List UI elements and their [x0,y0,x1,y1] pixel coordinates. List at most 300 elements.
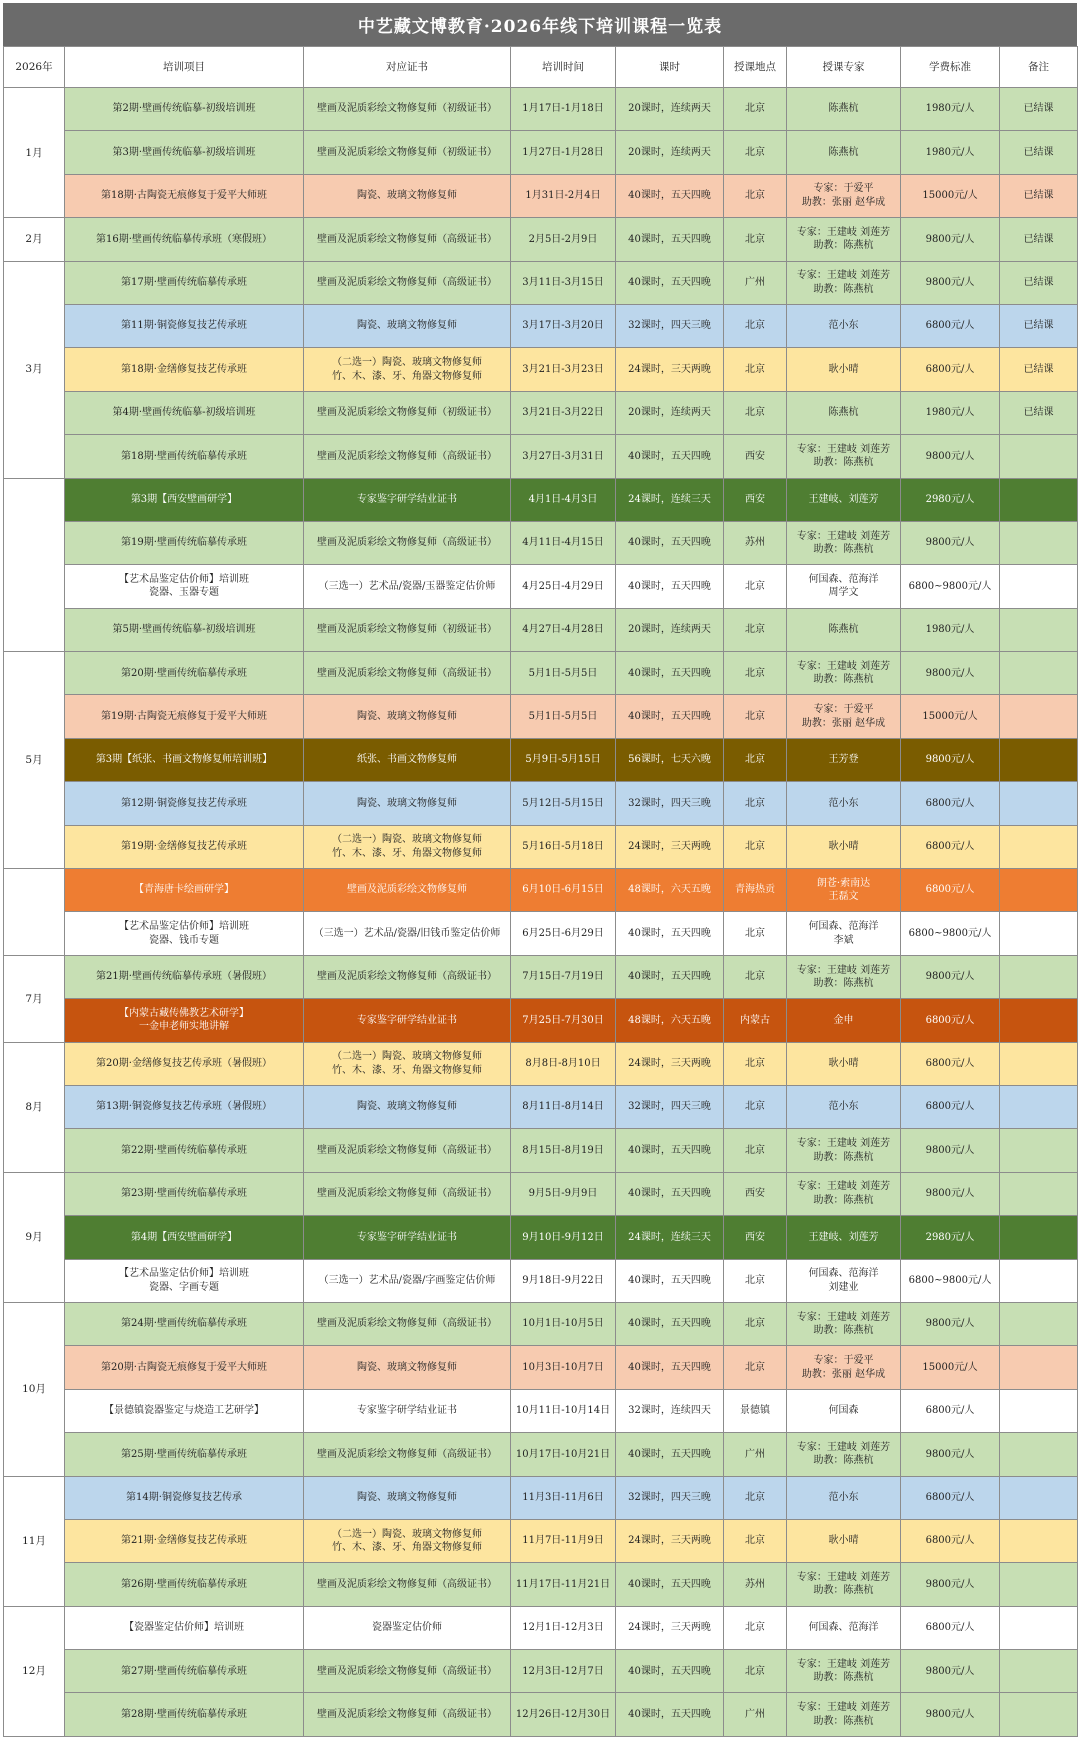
experts-cell [787,912,901,955]
dates-cell [511,1259,616,1302]
location-cell [724,1563,787,1606]
location-cell [724,565,787,608]
fee-cell [901,1346,1000,1389]
location-cell [724,304,787,347]
fee-cell [901,1389,1000,1432]
experts-cell-line: 范小东 [828,1101,859,1113]
program-cell [65,695,304,738]
dates-cell-line: 3月27日-3月31日 [522,450,604,462]
location-cell-line: 北京 [745,1622,765,1634]
hours-cell [616,608,724,651]
location-cell-line: 广州 [745,1448,765,1460]
dates-cell-line: 10月17日-10月21日 [515,1448,611,1460]
location-cell-line: 北京 [745,146,765,158]
month-cell: 6月 [4,869,65,956]
certificate-cell-line: （三选一）艺术品/瓷器/玉器鉴定估价师 [318,580,496,592]
program-cell-line: 第19期·金缮修复技艺传承班 [121,841,247,853]
hours-cell [616,391,724,434]
dates-cell-line: 3月21日-3月22日 [522,407,604,419]
experts-cell-line: 范小东 [828,320,859,332]
notes-cell [1000,1476,1078,1519]
experts-cell-line: 助教：陈燕杭 [813,1715,874,1727]
table-row [4,1172,1078,1215]
certificate-cell-line: 壁画及泥质彩绘文物修复师（高级证书） [317,233,497,245]
location-cell [724,869,787,912]
certificate-cell [304,652,511,695]
fee-cell-line: 6800元/人 [925,1405,975,1417]
fee-cell [901,1302,1000,1345]
dates-cell-line: 8月8日-8月10日 [525,1058,601,1070]
experts-cell [787,304,901,347]
certificate-cell [304,1216,511,1259]
dates-cell-line: 4月1日-4月3日 [528,493,598,505]
dates-cell-line: 12月1日-12月3日 [522,1622,604,1634]
location-cell [724,348,787,391]
program-cell-line: 【瓷器鉴定估价师】培训班 [124,1622,244,1634]
hours-cell-line: 40课时，五天四晚 [628,1188,711,1200]
program-cell-line: 第25期·壁画传统临摹传承班 [121,1448,247,1460]
program-cell [65,1606,304,1649]
table-row [4,1519,1078,1562]
experts-cell [787,391,901,434]
experts-cell-line: 陈燕杭 [828,146,859,158]
hours-cell [616,435,724,478]
fee-cell-line: 6800元/人 [925,1101,975,1113]
experts-cell-line: 助教：陈燕杭 [813,240,874,252]
table-row [4,348,1078,391]
dates-cell [511,955,616,998]
experts-cell [787,1519,901,1562]
program-cell-line: 第16期·壁画传统临摹传承班（寒假班） [96,233,272,245]
certificate-cell [304,1172,511,1215]
dates-cell [511,1519,616,1562]
notes-cell [1000,1085,1078,1128]
program-cell [65,348,304,391]
program-cell-line: 第20期·古陶瓷无痕修复于爱平大师班 [101,1361,267,1373]
notes-cell [1000,1346,1078,1389]
hours-cell-line: 32课时，四天三晚 [628,320,711,332]
certificate-cell-line: 陶瓷、玻璃文物修复师 [357,1361,457,1373]
notes-cell-line: 已结课 [1023,103,1054,115]
program-cell-line: 第3期【纸张、书画文物修复师培训班】 [95,754,273,766]
table-row [4,1302,1078,1345]
hours-cell [616,955,724,998]
fee-cell-line: 6800元/人 [925,1622,975,1634]
experts-cell-line: 何国森、范海洋 [808,921,879,933]
certificate-cell [304,88,511,131]
experts-cell [787,869,901,912]
dates-cell-line: 11月17日-11月21日 [515,1578,611,1590]
month-cell: 5月 [4,652,65,869]
month-cell: 4月 [4,478,65,652]
experts-cell-line: 朗苍·索南达 [816,877,871,889]
notes-cell-line: 已结课 [1023,407,1054,419]
certificate-cell-line: 壁画及泥质彩绘文物修复师（初级证书） [317,407,497,419]
fee-cell [901,1172,1000,1215]
location-cell [724,218,787,261]
hours-cell [616,738,724,781]
certificate-cell-line: （三选一）艺术品/瓷器/旧钱币鉴定估价师 [313,927,501,939]
certificate-cell-line: 专家鉴字研学结业证书 [357,1405,457,1417]
location-cell [724,955,787,998]
dates-cell [511,304,616,347]
hours-cell [616,825,724,868]
certificate-cell-line: 壁画及泥质彩绘文物修复师（高级证书） [317,1708,497,1720]
fee-cell-line: 6800元/人 [925,1535,975,1547]
dates-cell-line: 4月27日-4月28日 [522,624,604,636]
fee-cell-line: 6800元/人 [925,797,975,809]
location-cell-line: 北京 [745,363,765,375]
certificate-cell-line: 壁画及泥质彩绘文物修复师（高级证书） [317,1318,497,1330]
certificate-cell [304,174,511,217]
experts-cell-line: 专家：王建岐 刘莲芳 [796,1658,891,1670]
table-row [4,391,1078,434]
notes-cell [1000,999,1078,1042]
fee-cell [901,218,1000,261]
experts-cell-line: 助教：陈燕杭 [813,1151,874,1163]
hours-cell-line: 24课时，连续三天 [628,493,711,505]
location-cell [724,521,787,564]
experts-cell [787,348,901,391]
location-cell [724,1042,787,1085]
program-cell [65,1085,304,1128]
program-cell [65,565,304,608]
experts-cell-line: 陈燕杭 [828,103,859,115]
notes-cell-line: 已结课 [1023,190,1054,202]
certificate-cell [304,825,511,868]
dates-cell-line: 7月25日-7月30日 [522,1014,604,1026]
experts-cell [787,478,901,521]
table-row [4,1606,1078,1649]
experts-cell [787,608,901,651]
program-cell [65,1563,304,1606]
program-cell [65,1302,304,1345]
dates-cell [511,825,616,868]
experts-cell [787,261,901,304]
program-cell [65,825,304,868]
program-cell-line: 第19期·古陶瓷无痕修复于爱平大师班 [101,710,267,722]
certificate-cell [304,218,511,261]
program-cell-line: 第20期·壁画传统临摹传承班 [121,667,247,679]
experts-cell-line: 助教：陈燕杭 [813,544,874,556]
dates-cell-line: 6月10日-6月15日 [522,884,604,896]
certificate-cell [304,1129,511,1172]
table-row [4,999,1078,1042]
fee-cell [901,1519,1000,1562]
program-cell [65,521,304,564]
program-cell [65,1042,304,1085]
location-cell [724,1085,787,1128]
program-cell-line: 第17期·壁画传统临摹传承班 [121,277,247,288]
table-row [4,652,1078,695]
hours-cell-line: 40课时，五天四晚 [628,1448,711,1460]
hours-cell [616,999,724,1042]
certificate-cell [304,1476,511,1519]
program-cell-line: 第21期·金缮修复技艺传承班 [121,1535,247,1547]
experts-cell-line: 专家：于爱平 [813,183,874,195]
experts-cell-line: 专家：王建岐 刘莲芳 [796,1571,891,1583]
location-cell-line: 青海热贡 [735,884,775,896]
fee-cell-line: 9800元/人 [925,667,975,679]
certificate-cell [304,1259,511,1302]
dates-cell-line: 3月21日-3月23日 [522,363,604,375]
header-experts: 授课专家 [787,47,901,88]
fee-cell [901,1216,1000,1259]
fee-cell-line: 6800元/人 [925,884,975,896]
table-row [4,1216,1078,1259]
table-row [4,869,1078,912]
experts-cell [787,174,901,217]
fee-cell [901,1563,1000,1606]
certificate-cell-line: （二选一）陶瓷、玻璃文物修复师 [332,1051,482,1063]
dates-cell-line: 3月11日-3月15日 [522,277,604,288]
notes-cell [1000,1042,1078,1085]
certificate-cell-line: 专家鉴字研学结业证书 [357,1231,457,1243]
experts-cell [787,1129,901,1172]
certificate-cell [304,1302,511,1345]
program-cell-line: 【艺术品鉴定估价师】培训班 [119,921,249,933]
notes-cell [1000,261,1078,304]
experts-cell [787,1389,901,1432]
program-cell-line: 第13期·铜瓷修复技艺传承班（暑假班） [96,1101,272,1113]
location-cell-line: 景德镇 [740,1405,770,1417]
notes-cell [1000,1302,1078,1345]
certificate-cell [304,478,511,521]
certificate-cell [304,695,511,738]
location-cell [724,608,787,651]
hours-cell-line: 24课时，三天两晚 [628,841,711,853]
experts-cell-line: 刘建业 [828,1281,859,1293]
program-cell [65,435,304,478]
location-cell [724,174,787,217]
hours-cell [616,1259,724,1302]
experts-cell [787,1433,901,1476]
experts-cell-line: 耿小晴 [828,1535,859,1547]
experts-cell [787,1693,901,1736]
location-cell-line: 北京 [745,407,765,419]
program-cell [65,999,304,1042]
hours-cell-line: 40课时，五天四晚 [628,233,711,245]
experts-cell [787,1302,901,1345]
notes-cell-line: 已结课 [1023,363,1054,375]
header-fee: 学费标准 [901,47,1000,88]
location-cell-line: 苏州 [745,537,765,549]
notes-cell [1000,1650,1078,1693]
experts-cell [787,825,901,868]
certificate-cell [304,1519,511,1562]
program-cell [65,1519,304,1562]
experts-cell [787,565,901,608]
table-row [4,782,1078,825]
hours-cell-line: 40课时，五天四晚 [628,1708,711,1720]
hours-cell-line: 40课时，五天四晚 [628,667,711,679]
table-row [4,912,1078,955]
dates-cell [511,1346,616,1389]
experts-cell-line: 耿小晴 [828,841,859,853]
fee-cell-line: 6800元/人 [925,1491,975,1503]
program-cell-line: 第23期·壁画传统临摹传承班 [121,1188,247,1200]
hours-cell-line: 40课时，五天四晚 [628,1274,711,1286]
certificate-cell-line: 壁画及泥质彩绘文物修复师（初级证书） [317,146,497,158]
program-cell [65,1650,304,1693]
certificate-cell [304,1693,511,1736]
hours-cell-line: 24课时，三天两晚 [628,1535,711,1547]
hours-cell [616,131,724,174]
hours-cell-line: 32课时，四天三晚 [628,1491,711,1503]
month-cell: 8月 [4,1042,65,1172]
fee-cell-line: 9800元/人 [925,233,975,245]
location-cell-line: 北京 [745,1101,765,1113]
certificate-cell [304,521,511,564]
program-cell [65,1259,304,1302]
header-certificate: 对应证书 [304,47,511,88]
header-location: 授课地点 [724,47,787,88]
month-cell: 3月 [4,261,65,478]
location-cell [724,652,787,695]
hours-cell [616,1042,724,1085]
program-cell [65,652,304,695]
header-program: 培训项目 [65,47,304,88]
hours-cell-line: 24课时，三天两晚 [628,363,711,375]
dates-cell [511,565,616,608]
dates-cell [511,1606,616,1649]
hours-cell-line: 32课时，连续四天 [628,1405,711,1417]
program-cell [65,304,304,347]
fee-cell [901,1693,1000,1736]
notes-cell [1000,738,1078,781]
hours-cell [616,1476,724,1519]
hours-cell-line: 40课时，五天四晚 [628,190,711,202]
dates-cell [511,1129,616,1172]
location-cell [724,782,787,825]
notes-cell [1000,1563,1078,1606]
program-cell [65,1389,304,1432]
hours-cell-line: 48课时，六天五晚 [628,884,711,896]
table-row [4,1650,1078,1693]
experts-cell [787,1216,901,1259]
program-cell [65,174,304,217]
hours-cell [616,695,724,738]
certificate-cell [304,1389,511,1432]
dates-cell [511,695,616,738]
experts-cell-line: 专家：王建岐 刘莲芳 [796,1138,891,1150]
program-cell-line: 第19期·壁画传统临摹传承班 [121,537,247,549]
header-notes: 备注 [1000,47,1078,88]
experts-cell-line: 专家：王建岐 刘莲芳 [796,270,891,282]
dates-cell [511,174,616,217]
notes-cell [1000,1389,1078,1432]
table-row [4,955,1078,998]
notes-cell [1000,1216,1078,1259]
notes-cell [1000,1259,1078,1302]
experts-cell [787,1346,901,1389]
program-cell-line: 第14期·铜瓷修复技艺传承 [126,1491,242,1503]
table-row [4,88,1078,131]
location-cell-line: 内蒙古 [740,1014,770,1026]
dates-cell-line: 1月27日-1月28日 [522,146,604,158]
location-cell [724,88,787,131]
hours-cell [616,1216,724,1259]
hours-cell [616,782,724,825]
fee-cell-line: 6800~9800元/人 [908,580,992,592]
certificate-cell-line: 专家鉴字研学结业证书 [357,1014,457,1026]
dates-cell-line: 5月1日-5月5日 [528,667,598,679]
hours-cell [616,88,724,131]
notes-cell [1000,1129,1078,1172]
dates-cell-line: 5月1日-5月5日 [528,710,598,722]
experts-cell [787,521,901,564]
certificate-cell-line: （二选一）陶瓷、玻璃文物修复师 [332,1528,482,1540]
hours-cell-line: 40课时，五天四晚 [628,580,711,592]
location-cell [724,1433,787,1476]
experts-cell [787,955,901,998]
table-row [4,608,1078,651]
fee-cell [901,88,1000,131]
program-cell-line: 第20期·金缮修复技艺传承班（暑假班） [96,1058,272,1070]
fee-cell-line: 1980元/人 [925,103,975,115]
certificate-cell [304,912,511,955]
dates-cell-line: 8月15日-8月19日 [522,1144,604,1156]
location-cell [724,825,787,868]
dates-cell-line: 1月31日-2月4日 [525,190,601,202]
fee-cell [901,521,1000,564]
fee-cell [901,608,1000,651]
certificate-cell-line: 壁画及泥质彩绘文物修复师（高级证书） [317,971,497,983]
location-cell [724,1259,787,1302]
dates-cell [511,1433,616,1476]
hours-cell [616,1563,724,1606]
certificate-cell-line: 壁画及泥质彩绘文物修复师（高级证书） [317,1665,497,1677]
experts-cell-line: 助教：陈燕杭 [813,1194,874,1206]
month-cell: 7月 [4,955,65,1042]
program-cell [65,1216,304,1259]
hours-cell-line: 20课时，连续两天 [628,103,711,115]
location-cell-line: 北京 [745,971,765,983]
location-cell [724,391,787,434]
fee-cell [901,565,1000,608]
program-cell-line: 第18期·古陶瓷无痕修复于爱平大师班 [101,190,267,202]
hours-cell-line: 40课时，五天四晚 [628,1361,711,1373]
hours-cell-line: 20课时，连续两天 [628,624,711,636]
dates-cell [511,348,616,391]
dates-cell-line: 9月10日-9月12日 [522,1231,604,1243]
notes-cell [1000,1606,1078,1649]
certificate-cell [304,1650,511,1693]
notes-cell [1000,1433,1078,1476]
table-row [4,435,1078,478]
fee-cell [901,955,1000,998]
fee-cell-line: 6800~9800元/人 [908,927,992,939]
experts-cell [787,738,901,781]
program-cell [65,391,304,434]
program-cell-line: 第18期·金缮修复技艺传承班 [121,363,247,375]
fee-cell-line: 9800元/人 [925,537,975,549]
location-cell-line: 北京 [745,190,765,202]
program-cell-line: 第3期【西安壁画研学】 [130,493,238,505]
fee-cell-line: 15000元/人 [922,1361,978,1373]
table-row [4,174,1078,217]
program-cell-line: 第21期·壁画传统临摹传承班（暑假班） [96,971,272,983]
notes-cell [1000,955,1078,998]
program-cell-line: 第27期·壁画传统临摹传承班 [121,1665,247,1677]
hours-cell-line: 40课时，五天四晚 [628,537,711,549]
fee-cell [901,435,1000,478]
experts-cell-line: 助教：陈燕杭 [813,1672,874,1684]
experts-cell [787,695,901,738]
certificate-cell [304,131,511,174]
program-cell [65,1693,304,1736]
location-cell [724,1389,787,1432]
